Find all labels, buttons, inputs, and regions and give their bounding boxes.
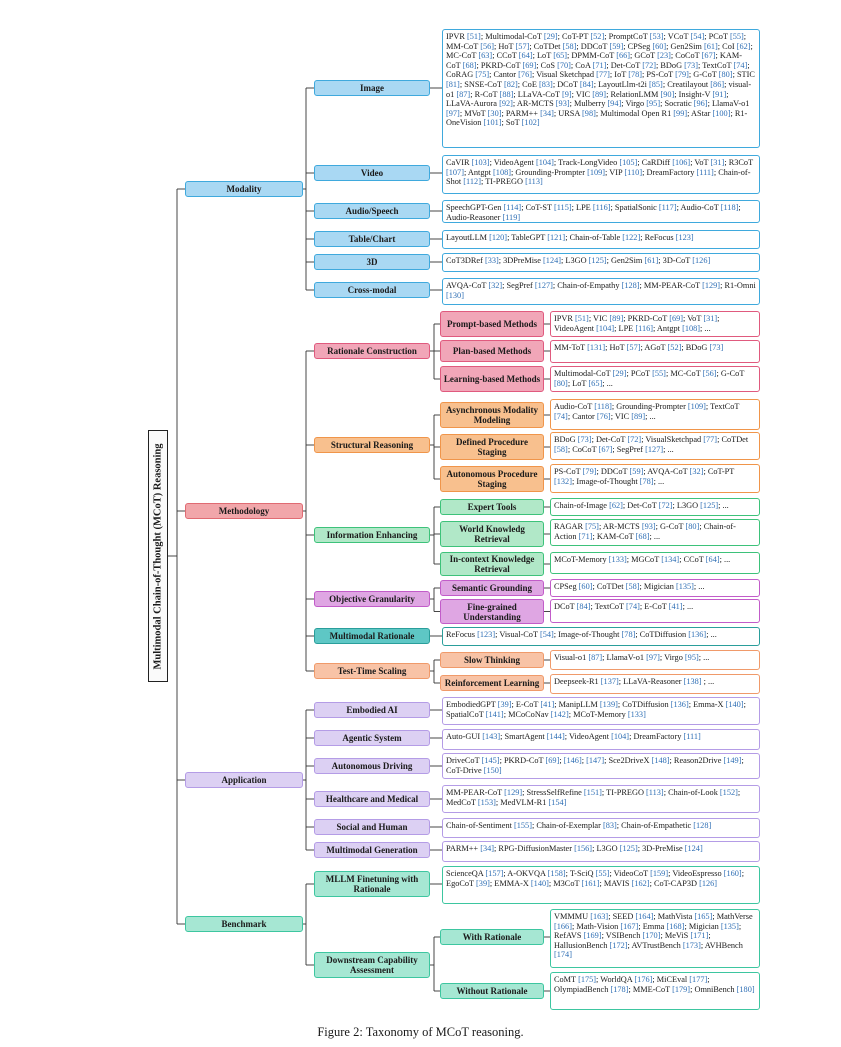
- citation: [57]: [515, 41, 530, 51]
- citation: [95]: [684, 653, 699, 662]
- section-application: Application: [185, 772, 303, 788]
- references-3d: CoT3DRef [33]; 3DPreMise [124]; L3GO [125]; Gen2Sim [61]; 3D-CoT [126]: [442, 253, 760, 272]
- citation: [32]: [488, 281, 503, 290]
- citation: [41]: [668, 602, 683, 611]
- citation: [161]: [581, 878, 600, 888]
- citation: [125]: [619, 844, 638, 853]
- citation: [39]: [476, 878, 490, 888]
- citation: [177]: [689, 975, 708, 984]
- references-audio-speech: SpeechGPT-Gen [114]; CoT-ST [115]; LPE [116]; SpatialSonic [117]; Audio-CoT [118]; Audio-Reasoner [119]: [442, 200, 760, 223]
- citation: [159]: [650, 869, 669, 878]
- citation: [71]: [592, 60, 607, 70]
- citation: [69]: [522, 60, 537, 70]
- references-embodied-ai: EmbodiedGPT [39]; E-CoT [41]; ManipLLM [139]; CoTDiffusion [136]; Emma-X [140]; SpatialCoT [141]; MCoCoNav [142]; MCoT-Memory [133]: [442, 697, 760, 725]
- citation: [110]: [624, 167, 643, 177]
- citation: [143]: [482, 732, 501, 741]
- citation: [139]: [599, 700, 618, 709]
- citation: [127]: [534, 281, 553, 290]
- citation: [97]: [646, 653, 660, 662]
- citation: [84]: [579, 79, 594, 89]
- citation: [109]: [587, 167, 606, 177]
- citation: [55]: [729, 32, 744, 41]
- citation: [23]: [657, 51, 671, 61]
- citation: [60]: [652, 41, 667, 51]
- citation: [146]: [563, 756, 582, 765]
- citation: [51]: [466, 32, 481, 41]
- references-expert-tools: Chain-of-Image [62]; Det-CoT [72]; L3GO [125]; ...: [550, 498, 760, 516]
- citation: [31]: [710, 158, 725, 167]
- citation: [112]: [463, 177, 481, 187]
- citation: [113]: [646, 788, 664, 797]
- citation: [78]: [628, 70, 643, 80]
- citation: [115]: [553, 203, 572, 212]
- citation: [130]: [446, 290, 464, 300]
- citation: [104]: [535, 158, 554, 167]
- citation: [79]: [675, 70, 689, 80]
- section-benchmark: Benchmark: [185, 916, 303, 932]
- citation: [157]: [485, 869, 504, 878]
- citation: [52]: [667, 343, 682, 352]
- citation: [82]: [503, 79, 518, 89]
- category-embodied-ai: Embodied AI: [314, 702, 430, 718]
- citation: [147]: [586, 756, 605, 765]
- citation: [121]: [547, 233, 566, 242]
- citation: [141]: [485, 709, 504, 719]
- references-multimodal-generation: PARM++ [34]; RPG-DiffusionMaster [156]; L3GO [125]; 3D-PreMise [124]: [442, 841, 760, 862]
- citation: [137]: [600, 677, 619, 686]
- citation: [138]: [683, 677, 702, 686]
- category-multimodal-rationale: Multimodal Rationale: [314, 628, 430, 644]
- references-slow-thinking: Visual-o1 [87]; LlamaV-o1 [97]; Virgo [95]; ...: [550, 650, 760, 670]
- citation: [136]: [688, 630, 707, 639]
- citation: [34]: [480, 844, 495, 853]
- category-healthcare-and-medical: Healthcare and Medical: [314, 791, 430, 807]
- citation: [120]: [489, 233, 508, 242]
- citation: [56]: [702, 369, 717, 378]
- citation: [62]: [609, 501, 623, 510]
- subcategory-slow-thinking: Slow Thinking: [440, 652, 544, 668]
- subcategory-asynchronous-modality-modeling: Asynchronous Modality Modeling: [440, 402, 544, 428]
- citation: [134]: [661, 555, 680, 564]
- category-information-enhancing: Information Enhancing: [314, 527, 430, 543]
- citation: [162]: [631, 878, 650, 888]
- citation: [92]: [499, 99, 513, 109]
- citation: [97]: [446, 108, 460, 118]
- citation: [142]: [550, 709, 569, 719]
- citation: [167]: [620, 921, 639, 931]
- category-multimodal-generation: Multimodal Generation: [314, 842, 430, 858]
- citation: [140]: [530, 878, 549, 888]
- citation: [125]: [700, 501, 719, 510]
- subcategory-defined-procedure-staging: Defined Procedure Staging: [440, 434, 544, 460]
- subcategory-reinforcement-learning: Reinforcement Learning: [440, 675, 544, 691]
- citation: [68]: [462, 60, 477, 70]
- category-social-and-human: Social and Human: [314, 819, 430, 835]
- citation: [31]: [703, 314, 718, 323]
- references-mllm-finetuning-with-rationale: ScienceQA [157]; A-OKVQA [158]; T-SciQ [55]; VideoCoT [159]; VideoEspresso [160]; EgoCoT [39]; EMMA-X [140]; M3CoT [161]; MAVIS [162]; CoT-CAP3D [126]: [442, 866, 760, 904]
- citation: [64]: [705, 555, 720, 564]
- citation: [75]: [475, 70, 490, 80]
- citation: [52]: [590, 32, 605, 41]
- citation: [135]: [675, 582, 694, 591]
- category-structural-reasoning: Structural Reasoning: [314, 437, 430, 453]
- citation: [118]: [594, 402, 612, 411]
- citation: [102]: [521, 118, 540, 128]
- citation: [165]: [694, 912, 713, 921]
- citation: [83]: [602, 821, 617, 830]
- category-video: Video: [314, 165, 430, 181]
- citation: [136]: [670, 700, 689, 709]
- subcategory-expert-tools: Expert Tools: [440, 499, 544, 515]
- citation: [111]: [696, 167, 714, 177]
- subcategory-prompt-based-methods: Prompt-based Methods: [440, 311, 544, 337]
- citation: [80]: [685, 522, 700, 531]
- citation: [116]: [635, 323, 654, 333]
- citation: [51]: [574, 314, 589, 323]
- references-prompt-based-methods: IPVR [51]; VIC [89]; PKRD-CoT [69]; VoT [31]; VideoAgent [104]; LPE [116]; Antgpt [108]; ...: [550, 311, 760, 337]
- citation: [84]: [576, 602, 591, 611]
- references-asynchronous-modality-modeling: Audio-CoT [118]; Grounding-Prompter [109]; TextCoT [74]; Cantor [76]; VIC [89]; ...: [550, 399, 760, 430]
- citation: [166]: [554, 921, 572, 931]
- citation: [29]: [612, 369, 627, 378]
- category-image: Image: [314, 80, 430, 96]
- citation: [53]: [649, 32, 664, 41]
- references-learning-based-methods: Multimodal-CoT [29]; PCoT [55]; MC-CoT [56]; G-CoT [80]; LoT [65]; ...: [550, 366, 760, 392]
- citation: [62]: [736, 41, 751, 51]
- citation: [93]: [555, 99, 570, 109]
- references-world-knowledg-retrieval: RAGAR [75]; AR-MCTS [93]; G-CoT [80]; Chain-of-Action [71]; KAM-CoT [68]; ...: [550, 519, 760, 546]
- citation: [156]: [574, 844, 593, 853]
- citation: [65]: [588, 378, 603, 388]
- citation: [77]: [703, 435, 718, 444]
- citation: [124]: [684, 844, 703, 853]
- citation: [129]: [504, 788, 523, 797]
- citation: [55]: [595, 869, 610, 878]
- citation: [151]: [583, 788, 602, 797]
- references-reinforcement-learning: Deepseek-R1 [137]; LLaVA-Reasoner [138] ; ...: [550, 674, 760, 694]
- citation: [126]: [692, 256, 711, 265]
- citation: [176]: [634, 975, 653, 984]
- references-without-rationale: CoMT [175]; WorldQA [176]; MiCEval [177]; OlympiadBench [178]; MME-CoT [179]; OmniBench [180]: [550, 972, 760, 1010]
- citation: [75]: [585, 522, 599, 531]
- subcategory-learning-based-methods: Learning-based Methods: [440, 366, 544, 392]
- citation: [80]: [718, 70, 733, 80]
- citation: [78]: [639, 476, 654, 486]
- citation: [113]: [525, 177, 543, 187]
- citation: [77]: [596, 70, 610, 80]
- category-audio-speech: Audio/Speech: [314, 203, 430, 219]
- citation: [153]: [477, 797, 496, 807]
- citation: [106]: [672, 158, 691, 167]
- references-plan-based-methods: MM-ToT [131]; HoT [57]; AGoT [52]; BDoG [73]: [550, 340, 760, 363]
- citation: [65]: [553, 51, 568, 61]
- citation: [109]: [687, 402, 706, 411]
- citation: [76]: [596, 411, 611, 421]
- citation: [122]: [622, 233, 641, 242]
- citation: [30]: [487, 108, 502, 118]
- citation: [107]: [446, 167, 464, 177]
- citation: [81]: [446, 79, 460, 89]
- citation: [57]: [626, 343, 641, 352]
- citation: [32]: [689, 467, 704, 476]
- citation: [123]: [675, 233, 694, 242]
- citation: [170]: [642, 931, 661, 941]
- citation: [59]: [609, 41, 624, 51]
- citation: [173]: [682, 940, 701, 950]
- citation: [93]: [641, 522, 656, 531]
- citation: [125]: [588, 256, 607, 265]
- category-objective-granularity: Objective Granularity: [314, 591, 430, 607]
- category-rationale-construction: Rationale Construction: [314, 343, 430, 359]
- citation: [126]: [699, 878, 718, 888]
- citation: [180]: [736, 984, 755, 994]
- citation: [54]: [539, 630, 554, 639]
- citation: [178]: [610, 984, 629, 994]
- citation: [67]: [598, 444, 613, 454]
- category-mllm-finetuning-with-rationale: MLLM Finetuning with Rationale: [314, 871, 430, 897]
- citation: [158]: [547, 869, 566, 878]
- subcategory-without-rationale: Without Rationale: [440, 983, 544, 999]
- category-downstream-capability-assessment: Downstream Capability Assessment: [314, 952, 430, 978]
- citation: [132]: [554, 476, 572, 486]
- subcategory-plan-based-methods: Plan-based Methods: [440, 340, 544, 362]
- citation: [116]: [592, 203, 611, 212]
- citation: [89]: [592, 89, 607, 99]
- citation: [101]: [483, 118, 502, 128]
- citation: [69]: [669, 314, 684, 323]
- citation: [73]: [577, 435, 592, 444]
- citation: [68]: [635, 531, 650, 541]
- citation: [71]: [578, 531, 593, 541]
- citation: [94]: [607, 99, 622, 109]
- references-table-chart: LayoutLLM [120]; TableGPT [121]; Chain-of-Table [122]; ReFocus [123]: [442, 230, 760, 249]
- references-cross-modal: AVQA-CoT [32]; SegPref [127]; Chain-of-Empathy [128]; MM-PEAR-CoT [129]; R1-Omni [130]: [442, 278, 760, 305]
- citation: [105]: [619, 158, 638, 167]
- citation: [34]: [540, 108, 554, 118]
- citation: [108]: [493, 167, 512, 177]
- citation: [95]: [646, 99, 661, 109]
- citation: [140]: [725, 700, 744, 709]
- citation: [72]: [642, 60, 657, 70]
- citation: [90]: [660, 89, 675, 99]
- citation: [163]: [590, 912, 609, 921]
- citation: [133]: [627, 709, 646, 719]
- citation: [67]: [701, 51, 716, 61]
- citation: [58]: [554, 444, 568, 454]
- citation: [150]: [483, 765, 502, 775]
- references-agentic-system: Auto-GUI [143]; SmartAgent [144]; VideoAgent [104]; DreamFactory [111]: [442, 729, 760, 750]
- citation: [83]: [538, 79, 553, 89]
- references-healthcare-and-medical: MM-PEAR-CoT [129]; StressSelfRefine [151]; TI-PREGO [113]; Chain-of-Look [152]; MedCoT [153]; MedVLM-R1 [154]: [442, 785, 760, 813]
- citation: [76]: [518, 70, 532, 80]
- category-agentic-system: Agentic System: [314, 730, 430, 746]
- citation: [114]: [503, 203, 522, 212]
- citation: [99]: [673, 108, 688, 118]
- citation: [85]: [649, 79, 663, 89]
- citation: [152]: [719, 788, 738, 797]
- citation: [154]: [548, 797, 567, 807]
- citation: [41]: [540, 700, 555, 709]
- citation: [111]: [683, 732, 701, 741]
- citation: [89]: [609, 314, 624, 323]
- subcategory-semantic-grounding: Semantic Grounding: [440, 580, 544, 596]
- references-multimodal-rationale: ReFocus [123]; Visual-CoT [54]; Image-of-Thought [78]; CoTDiffusion [136]; ...: [442, 627, 760, 646]
- citation: [72]: [627, 435, 642, 444]
- citation: [160]: [723, 869, 742, 878]
- root-node: [148, 430, 168, 682]
- citation: [108]: [682, 323, 701, 333]
- citation: [73]: [709, 343, 724, 352]
- citation: [128]: [693, 821, 712, 830]
- citation: [168]: [666, 921, 685, 931]
- citation: [73]: [684, 60, 698, 70]
- references-video: CaVIR [103]; VideoAgent [104]; Track-LongVideo [105]; CaRDiff [106]; VoT [31]; R3CoT [107]; Antgpt [108]; Grounding-Prompter [109]; VIP [110]; DreamFactory [111]; Chain-of-Shot [112]; TI-PREGO [113]: [442, 155, 760, 194]
- citation: [58]: [625, 582, 640, 591]
- citation: [148]: [651, 756, 670, 765]
- citation: [60]: [578, 582, 593, 591]
- citation: [64]: [518, 51, 533, 61]
- citation: [91]: [712, 89, 727, 99]
- citation: [69]: [545, 756, 560, 765]
- citation: [131]: [587, 343, 606, 352]
- citation: [155]: [513, 821, 532, 830]
- citation: [98]: [582, 108, 596, 118]
- references-social-and-human: Chain-of-Sentiment [155]; Chain-of-Exemplar [83]; Chain-of-Empathetic [128]: [442, 818, 760, 838]
- citation: [88]: [499, 89, 514, 99]
- citation: [87]: [456, 89, 471, 99]
- citation: [79]: [582, 467, 597, 476]
- citation: [72]: [658, 501, 673, 510]
- citation: [100]: [712, 108, 731, 118]
- references-with-rationale: VMMMU [163]; SEED [164]; MathVista [165]; MathVerse [166]; Math-Vision [167]; Emma [168]; Migician [135]; RefAVS [169]; VSIBench [170]; MeViS [171]; HallusionBench [172]; AVTrustBench [173]; AVHBench [174]: [550, 909, 760, 968]
- citation: [118]: [720, 203, 739, 212]
- citation: [175]: [578, 975, 597, 984]
- figure-caption: Figure 2: Taxonomy of MCoT reasoning.: [317, 1025, 524, 1039]
- references-in-context-knowledge-retrieval: MCoT-Memory [133]; MGCoT [134]; CCoT [64]; ...: [550, 552, 760, 574]
- citation: [171]: [690, 931, 709, 941]
- citation: [124]: [543, 256, 562, 265]
- citation: [96]: [693, 99, 708, 109]
- references-semantic-grounding: CPSeg [60]; CoTDet [58]; Migician [135]; ...: [550, 579, 760, 597]
- citation: [133]: [608, 555, 627, 564]
- citation: [63]: [478, 51, 493, 61]
- citation: [29]: [543, 32, 558, 41]
- section-methodology: Methodology: [185, 503, 303, 519]
- subcategory-in-context-knowledge-retrieval: In-context Knowledge Retrieval: [440, 552, 544, 576]
- citation: [128]: [621, 281, 640, 290]
- citation: [87]: [588, 653, 603, 662]
- citation: [59]: [629, 467, 644, 476]
- citation: [89]: [631, 411, 646, 421]
- citation: [172]: [609, 940, 628, 950]
- references-autonomous-driving: DriveCoT [145]; PKRD-CoT [69]; [146]; [147]; Sce2DriveX [148]; Reason2Drive [149]; CoT-Drive [150]: [442, 753, 760, 779]
- citation: [127]: [645, 444, 664, 454]
- section-modality: Modality: [185, 181, 303, 197]
- citation: [9]: [561, 89, 572, 99]
- citation: [174]: [554, 950, 572, 960]
- citation: [74]: [626, 602, 640, 611]
- citation: [145]: [481, 756, 500, 765]
- citation: [123]: [477, 630, 496, 639]
- citation: [104]: [596, 323, 615, 333]
- category-test-time-scaling: Test-Time Scaling: [314, 663, 430, 679]
- citation: [58]: [562, 41, 577, 51]
- citation: [164]: [635, 912, 654, 921]
- citation: [33]: [484, 256, 499, 265]
- references-autonomous-procedure-staging: PS-CoT [79]; DDCoT [59]; AVQA-CoT [32]; CoT-PT [132]; Image-of-Thought [78]; ...: [550, 464, 760, 493]
- citation: [117]: [658, 203, 677, 212]
- subcategory-fine-grained-understanding: Fine-grained Understanding: [440, 599, 544, 624]
- category-cross-modal: Cross-modal: [314, 282, 430, 298]
- category-3d: 3D: [314, 254, 430, 270]
- citation: [135]: [720, 921, 739, 931]
- citation: [103]: [471, 158, 490, 167]
- subcategory-with-rationale: With Rationale: [440, 929, 544, 945]
- citation: [55]: [652, 369, 666, 378]
- citation: [66]: [616, 51, 631, 61]
- category-autonomous-driving: Autonomous Driving: [314, 758, 430, 774]
- citation: [54]: [690, 32, 705, 41]
- citation: [74]: [554, 411, 568, 421]
- citation: [74]: [733, 60, 748, 70]
- citation: [80]: [554, 378, 568, 388]
- citation: [119]: [502, 212, 521, 222]
- citation: [149]: [723, 756, 742, 765]
- citation: [179]: [672, 984, 691, 994]
- root-label: Multimodal Chain-of-Thought (MCoT) Reasoning: [152, 442, 164, 670]
- citation: [70]: [557, 60, 571, 70]
- references-fine-grained-understanding: DCoT [84]; TextCoT [74]; E-CoT [41]; ...: [550, 599, 760, 623]
- references-image: IPVR [51]; Multimodal-CoT [29]; CoT-PT [52]; PromptCoT [53]; VCoT [54]; PCoT [55]; MM-CoT [56]; HoT [57]; CoTDet [58]; DDCoT [59]; CPSeg [60]; Gen2Sim [61]; CoI [62]; MC-CoT [63]; CCoT [64]; LoT [65]; DPMM-CoT [66]; GCoT [23]; CoCoT [67]; KAM-CoT [68]; PKRD-CoT [69]; CoS [70]; CoA [71]; Det-CoT [72]; BDoG [73]; TextCoT [74]; CoRAG [75]; Cantor [76]; Visual Sketchpad [77]; IoT [78]; PS-CoT [79]; G-CoT [80]; STIC [81]; SNSE-CoT [82]; CoE [83]; DCoT [84]; LayoutLlm-t2i [85]; Creatilayout [86]; visual-o1 [87]; R-CoT [88]; LLaVA-CoT [9]; VIC [89]; RelationLMM [90]; Insight-V [91]; LLaVA-Aurora [92]; AR-MCTS [93]; Mulberry [94]; Virgo [95]; Socratic [96]; LlamaV-o1 [97]; MVoT [30]; PARM++ [34]; URSA [98]; Multimodal Open R1 [99]; AStar [100]; R1-OneVision [101]; SoT [102]: [442, 29, 760, 148]
- subcategory-autonomous-procedure-staging: Autonomous Procedure Staging: [440, 466, 544, 492]
- citation: [104]: [611, 732, 630, 741]
- category-table-chart: Table/Chart: [314, 231, 430, 247]
- citation: [86]: [710, 79, 725, 89]
- subcategory-world-knowledg-retrieval: World Knowledg Retrieval: [440, 521, 544, 547]
- citation: [39]: [497, 700, 512, 709]
- citation: [169]: [583, 931, 602, 941]
- citation: [61]: [644, 256, 659, 265]
- citation: [61]: [703, 41, 718, 51]
- citation: [129]: [702, 281, 721, 290]
- citation: [56]: [480, 41, 495, 51]
- citation: [144]: [546, 732, 565, 741]
- citation: [78]: [621, 630, 636, 639]
- references-defined-procedure-staging: BDoG [73]; Det-CoT [72]; VisualSketchpad [77]; CoTDet [58]; CoCoT [67]; SegPref [127]; ...: [550, 432, 760, 460]
